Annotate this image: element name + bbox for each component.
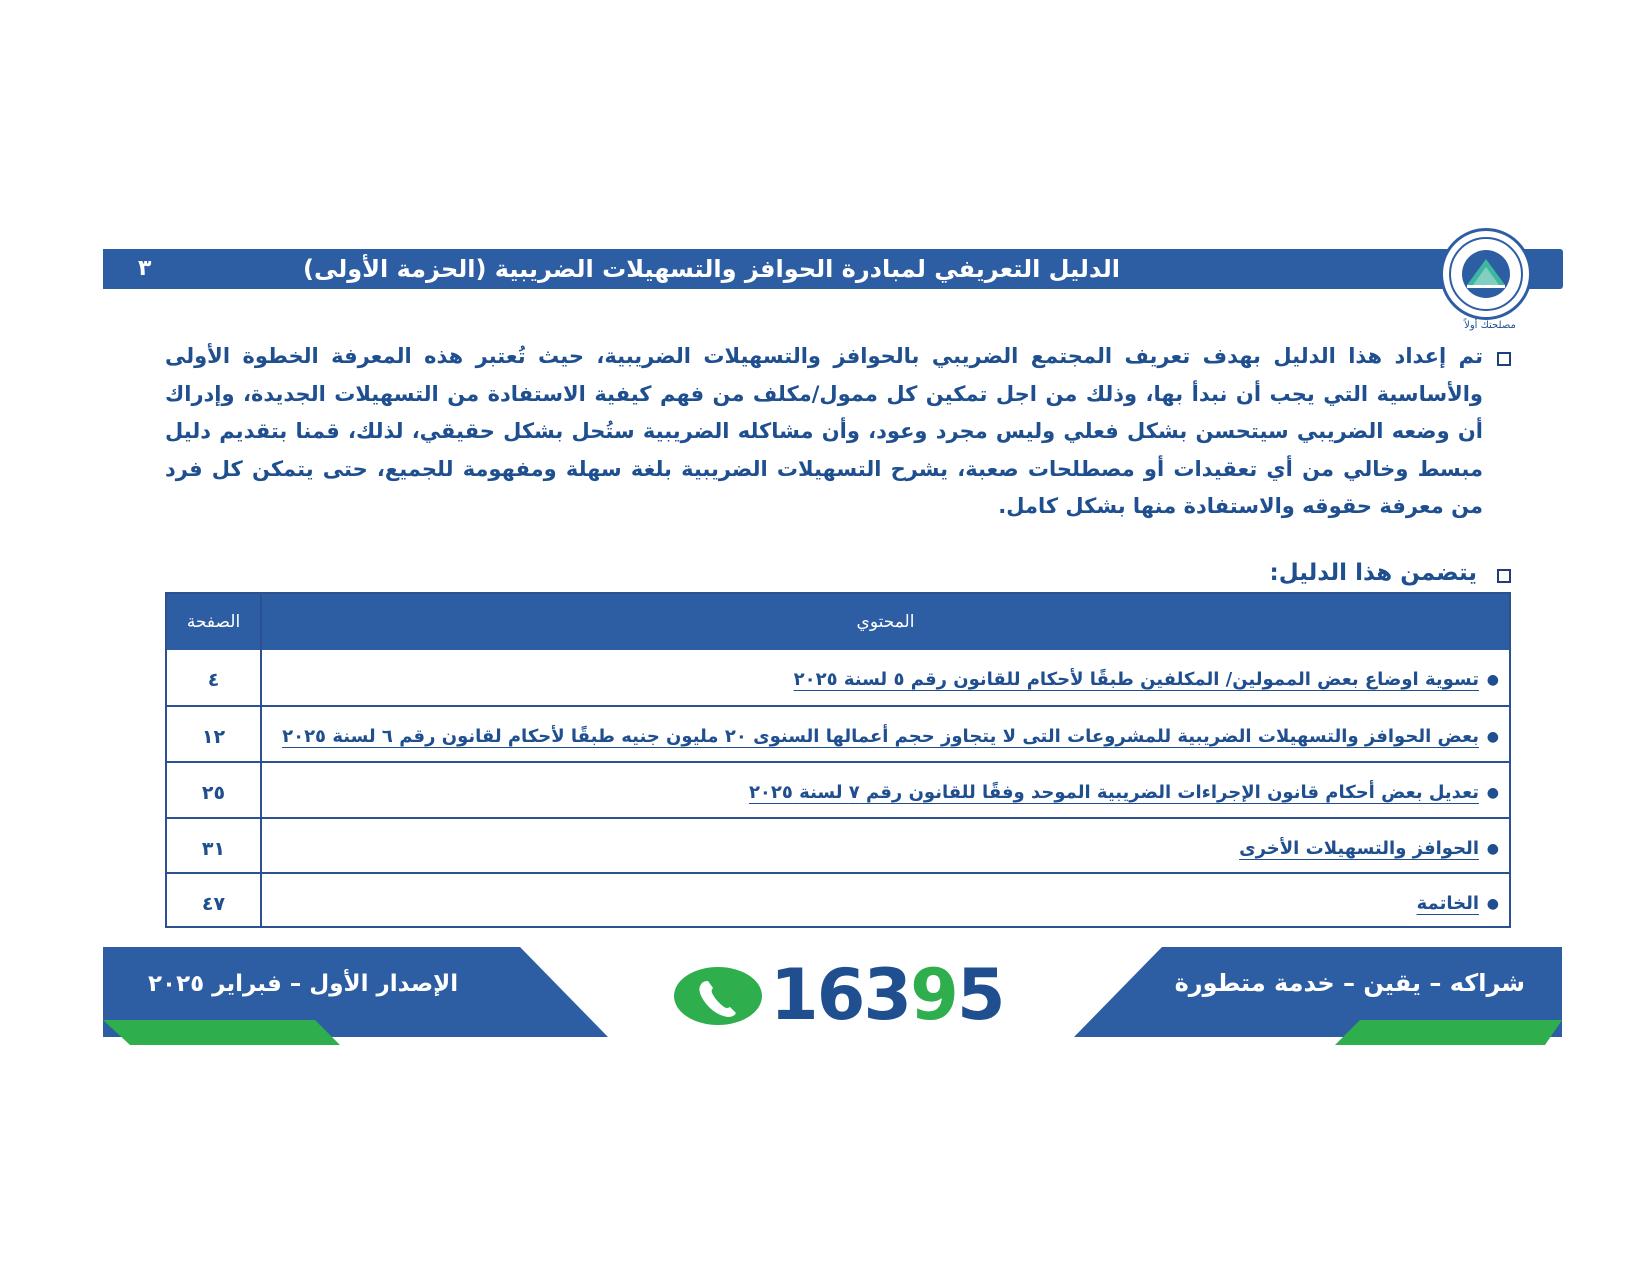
bullet-icon: ● xyxy=(1486,841,1499,857)
contents-heading: يتضمن هذا الدليل: xyxy=(1269,560,1477,586)
hotline-digits-b: 9 xyxy=(910,954,957,1036)
toc-page-number: ٤٧ xyxy=(201,893,226,915)
slogan-label: شراكه – يقين – خدمة متطورة xyxy=(1174,969,1525,997)
hotline-digits-a: 163 xyxy=(770,954,911,1036)
hotline-number xyxy=(770,955,1004,1035)
phone-icon xyxy=(672,965,764,1027)
hotline-digits-c: 5 xyxy=(956,954,1004,1036)
toc-link[interactable]: بعض الحوافز والتسهيلات الضريبية للمشروعات التى لا يتجاوز حجم أعمالها السنوى ٢٠ مليون جنيه طبقًا لأحكام لقانون رقم ٦ لسنة ٢٠٢٥ xyxy=(282,726,1479,747)
toc-page-number: ٤ xyxy=(207,669,220,691)
bullet-icon: ● xyxy=(1486,672,1499,688)
toc-page-number: ٣١ xyxy=(201,838,226,860)
toc-link[interactable]: الخاتمة xyxy=(1416,893,1479,914)
toc-link[interactable]: الحوافز والتسهيلات الأخرى xyxy=(1239,838,1479,859)
logo-caption: مصلحتك أولاً xyxy=(1464,320,1516,331)
toc-link[interactable]: تسوية اوضاع بعض الممولين/ المكلفين طبقًا لأحكام للقانون رقم ٥ لسنة ٢٠٢٥ xyxy=(793,669,1479,690)
page-title: الدليل التعريفي لمبادرة الحوافز والتسهيلات الضريبية (الحزمة الأولى) xyxy=(302,255,1120,283)
column-header-content: المحتوي xyxy=(856,612,915,632)
bullet-icon: ● xyxy=(1486,896,1499,912)
column-header-page: الصفحة xyxy=(186,612,241,632)
page-number: ٣ xyxy=(138,256,152,281)
toc-page-number: ٢٥ xyxy=(201,782,226,804)
edition-label: الإصدار الأول – فبراير ٢٠٢٥ xyxy=(148,971,459,997)
bullet-icon: ● xyxy=(1486,785,1499,801)
bullet-icon: ● xyxy=(1486,729,1499,745)
toc-link[interactable]: تعديل بعض أحكام قانون الإجراءات الضريبية الموحد وفقًا للقانون رقم ٧ لسنة ٢٠٢٥ xyxy=(748,782,1479,803)
toc-page-number: ١٢ xyxy=(201,726,226,748)
intro-paragraph: تم إعداد هذا الدليل بهدف تعريف المجتمع الضريبي بالحوافز والتسهيلات الضريبية، حيث تُعتبر هذه المعرفة الخطوة الأولى والأساسية التي يجب أن نبدأ بها، وذلك من اجل تمكين كل ممول/مكلف من فهم كيفية الاستفادة من التسهيلات الجديدة، وإدراك أن وضعه الضريبي سيتحسن بشكل فعلي وليس مجرد وعود، وأن مشاكله الضريبية ستُحل بشكل حقيقي، لذلك، قمنا بتقديم دليل مبسط وخالي من أي تعقيدات أو مصطلحات صعبة، يشرح التسهيلات الضريبية بلغة سهلة ومفهومة للجميع، حتى يتمكن كل فرد من معرفة حقوقه والاستفادة منها بشكل كامل. xyxy=(165,344,1483,518)
